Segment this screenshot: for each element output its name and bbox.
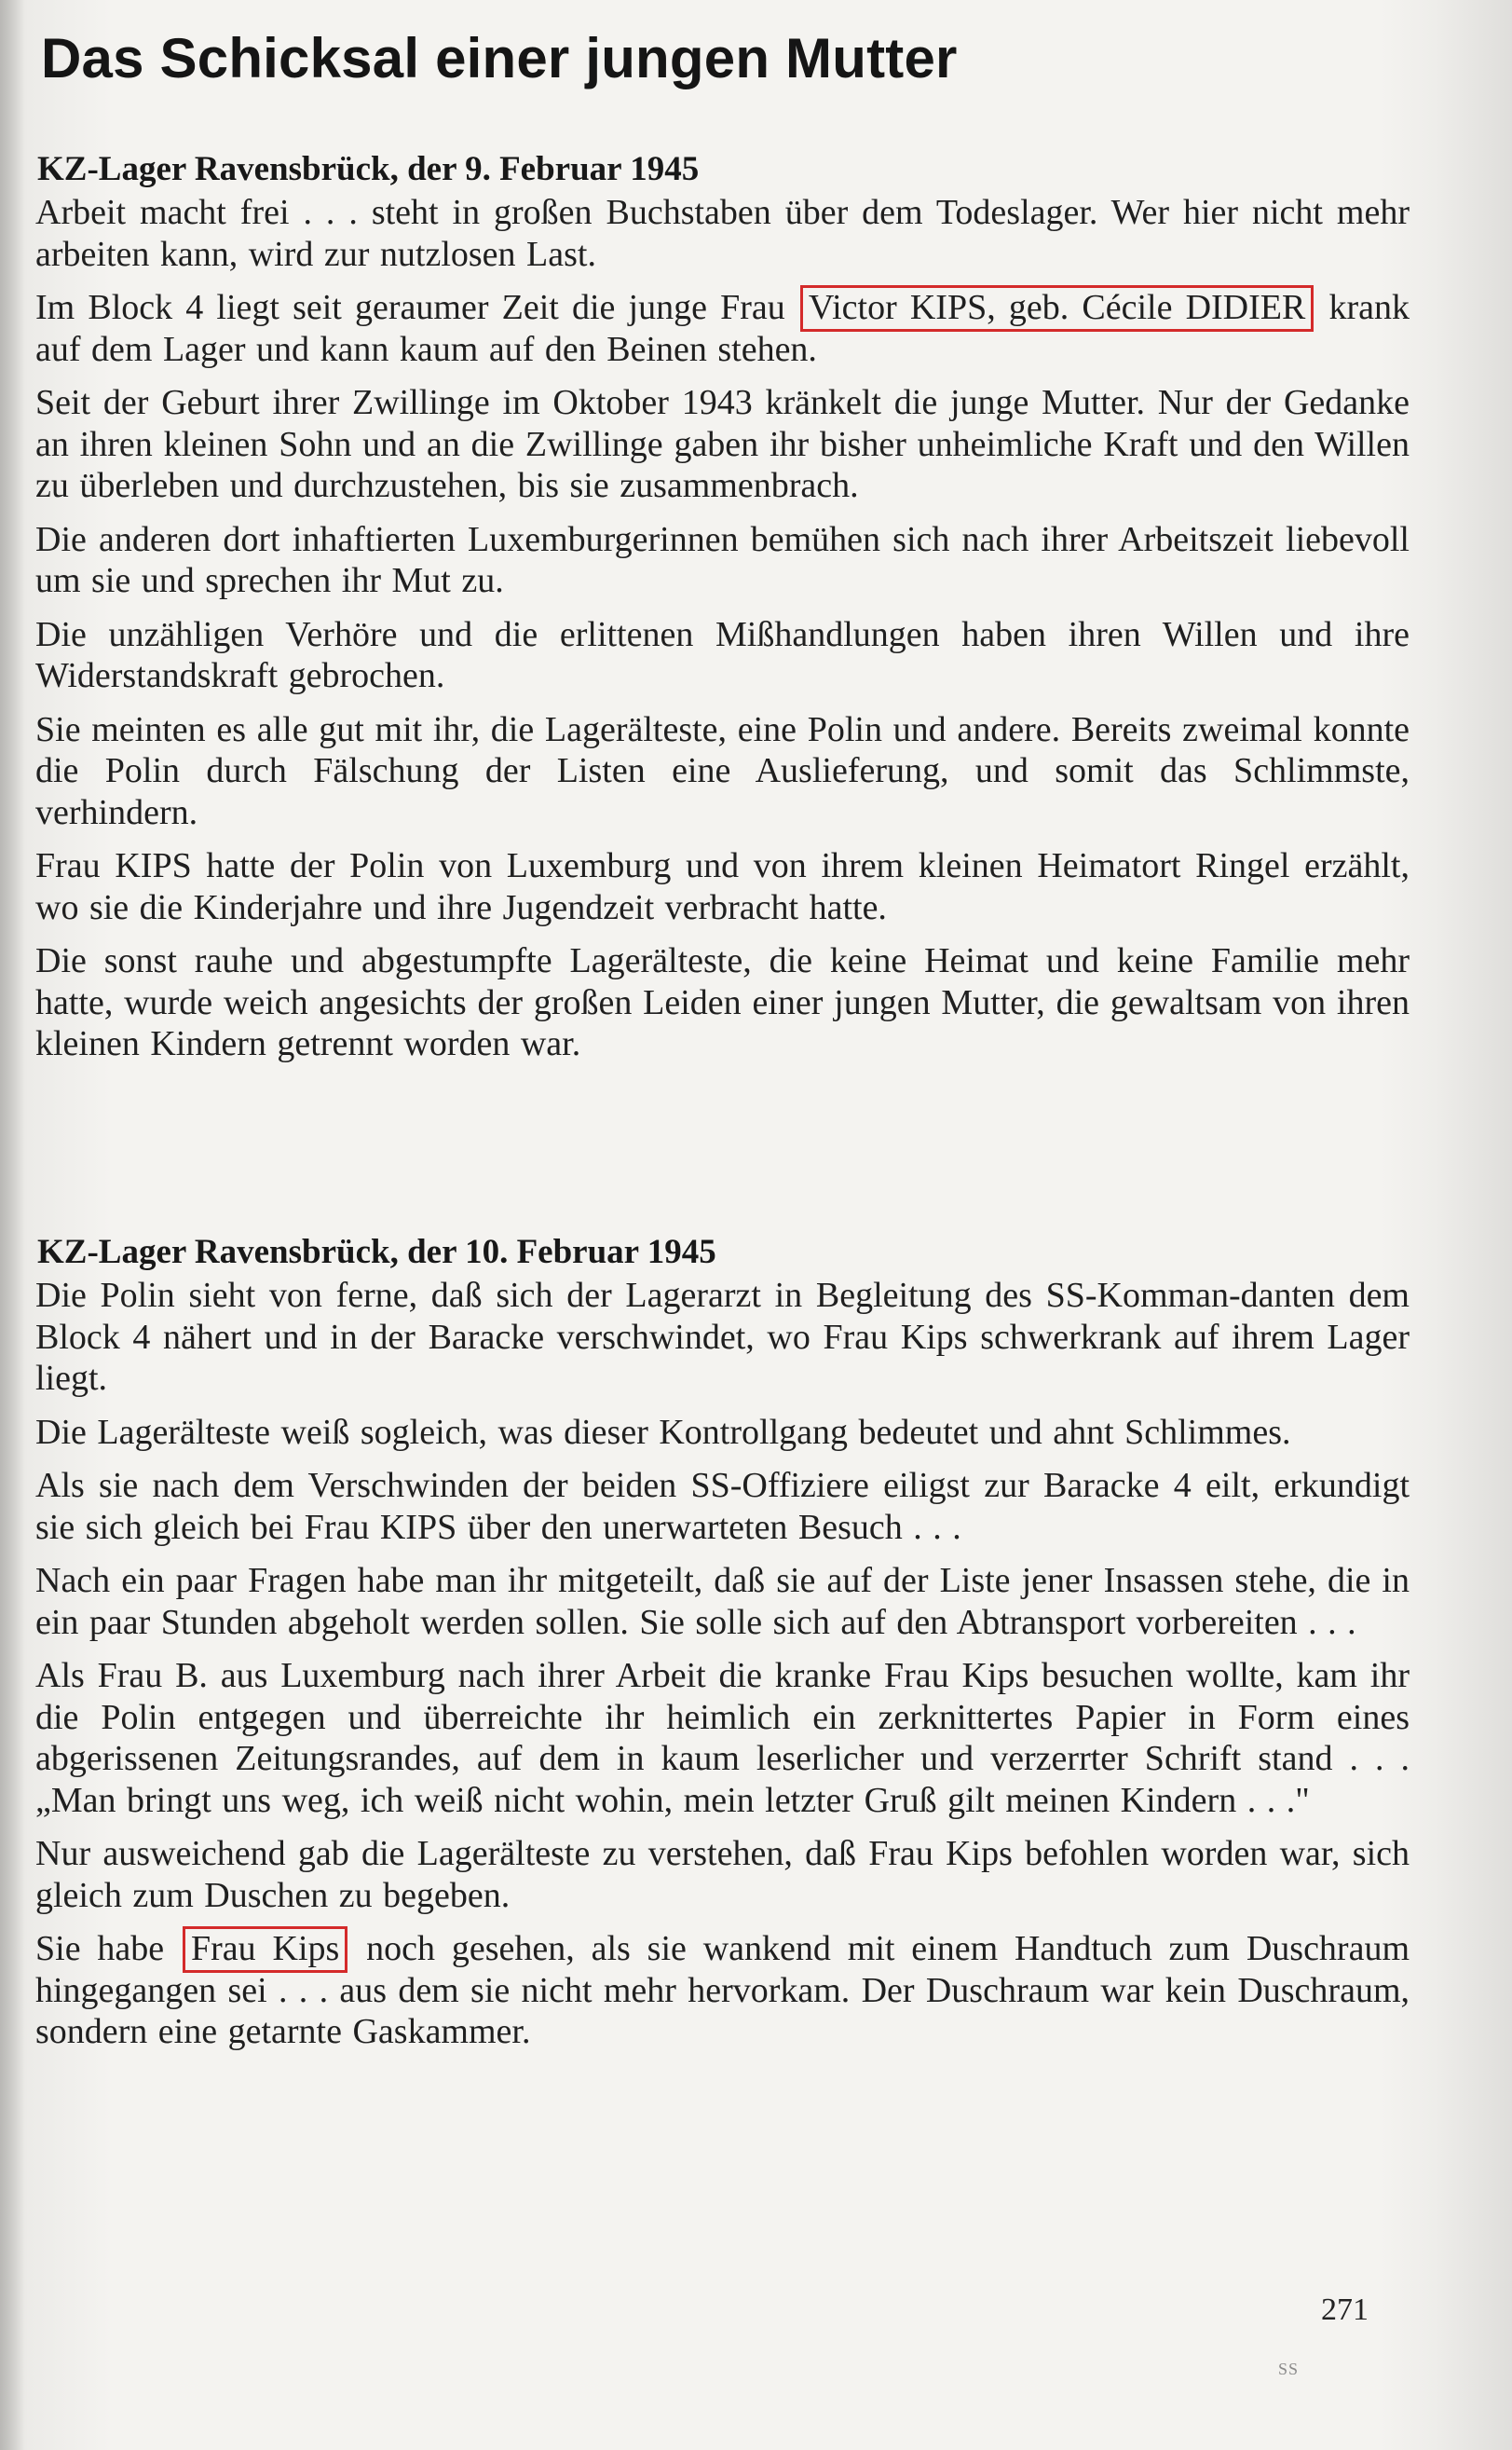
section-9-february bbox=[35, 149, 1410, 1077]
paragraph-text-after: krank auf dem Lager und kann kaum auf den Beinen stehen. bbox=[35, 288, 1410, 369]
section-heading: KZ-Lager Ravensbrück, der 9. Februar 1945 bbox=[37, 150, 700, 188]
paragraph: Die anderen dort inhaftierten Luxemburgerinnen bemühen sich nach ihrer Arbeitszeit liebevoll um sie und sprechen ihr Mut zu. bbox=[35, 519, 1410, 600]
paragraph: Sie meinten es alle gut mit ihr, die Lagerälteste, eine Polin und andere. Bereits zweimal konnte die Polin durch Fälschung der Listen eine Auslieferung, und somit das Schlimmste, verhindern. bbox=[35, 709, 1410, 832]
page-title: Das Schicksal einer jungen Mutter bbox=[41, 27, 958, 89]
highlighted-name-box: Victor KIPS, geb. Cécile DIDIER bbox=[800, 285, 1314, 332]
paragraph: Arbeit macht frei . . . steht in großen Buchstaben über dem Todeslager. Wer hier nicht mehr arbeiten kann, wird zur nutzlosen Last. bbox=[35, 193, 1410, 274]
paragraph-text-before: Im Block 4 liegt seit geraumer Zeit die junge Frau bbox=[35, 288, 785, 327]
paragraph-text-before: Sie habe bbox=[35, 1929, 165, 1968]
paragraph: Nach ein paar Fragen habe man ihr mitgeteilt, daß sie auf der Liste jener Insassen stehe, die in ein paar Stunden abgeholt werden sollen. Sie solle sich auf den Abtransport vorbereiten . . . bbox=[35, 1561, 1410, 1642]
paragraph: Die Lagerälteste weiß sogleich, was dieser Kontrollgang bedeutet und ahnt Schlimmes. bbox=[35, 1412, 1291, 1452]
paragraph-with-highlight bbox=[35, 287, 1410, 370]
paragraph: Als sie nach dem Verschwinden der beiden SS-Offiziere eiligst zur Baracke 4 eilt, erkundigt sie sich gleich bei Frau KIPS über den unerwarteten Besuch . . . bbox=[35, 1466, 1410, 1547]
paragraph: Die sonst rauhe und abgestumpfte Lagerälteste, die keine Heimat und keine Familie mehr hatte, wurde weich angesichts der großen Leiden einer jungen Mutter, die gewaltsam von ihren kleinen Kindern getrennt worden war. bbox=[35, 941, 1410, 1063]
paragraph-text-after: noch gesehen, als sie wankend mit einem Handtuch zum Duschraum hingegangen sei . . . aus dem sie nicht mehr hervorkam. Der Duschraum war kein Duschraum, sondern eine getarnte Gaskammer. bbox=[35, 1929, 1410, 2051]
paragraph: Seit der Geburt ihrer Zwillinge im Oktober 1943 kränkelt die junge Mutter. Nur der Gedanke an ihren kleinen Sohn und an die Zwillinge gaben ihr bisher unheimliche Kraft und den Willen zu überleben und durchzustehen, bis sie zusammenbrach. bbox=[35, 383, 1410, 505]
page-gutter-shadow bbox=[0, 0, 24, 2450]
section-heading: KZ-Lager Ravensbrück, der 10. Februar 1945 bbox=[37, 1233, 716, 1271]
paragraph: Als Frau B. aus Luxemburg nach ihrer Arbeit die kranke Frau Kips besuchen wollte, kam ihr die Polin entgegen und überreichte ihr heimlich ein zerknittertes Papier in Form eines abgerissenen Zeitungsrandes, auf dem in kaum leserlicher und verzerrter Schrift stand . . . „Man bringt uns weg, ich weiß nicht wohin, mein letzter Gruß gilt meinen Kindern . . ." bbox=[35, 1656, 1410, 1820]
paragraph-with-highlight bbox=[35, 1928, 1410, 2053]
paragraph: Frau KIPS hatte der Polin von Luxemburg und von ihrem kleinen Heimatort Ringel erzählt, wo sie die Kinderjahre und ihre Jugendzeit verbracht hatte. bbox=[35, 846, 1410, 927]
paragraph: Die unzähligen Verhöre und die erlittenen Mißhandlungen haben ihren Willen und ihre Widerstandskraft gebrochen. bbox=[35, 614, 1410, 695]
paragraph: Die Polin sieht von ferne, daß sich der Lagerarzt in Begleitung des SS-Komman-danten dem Block 4 nähert und in der Baracke verschwindet, wo Frau Kips schwerkrank auf ihrem Lager liegt. bbox=[35, 1276, 1410, 1398]
footer-mark: SS bbox=[1278, 2360, 1300, 2378]
page-number: 271 bbox=[1321, 2293, 1369, 2327]
section-10-february bbox=[35, 1232, 1410, 2065]
paragraph: Nur ausweichend gab die Lagerälteste zu verstehen, daß Frau Kips befohlen worden war, sich gleich zum Duschen zu begeben. bbox=[35, 1834, 1410, 1915]
highlighted-name-box: Frau Kips bbox=[183, 1926, 347, 1973]
